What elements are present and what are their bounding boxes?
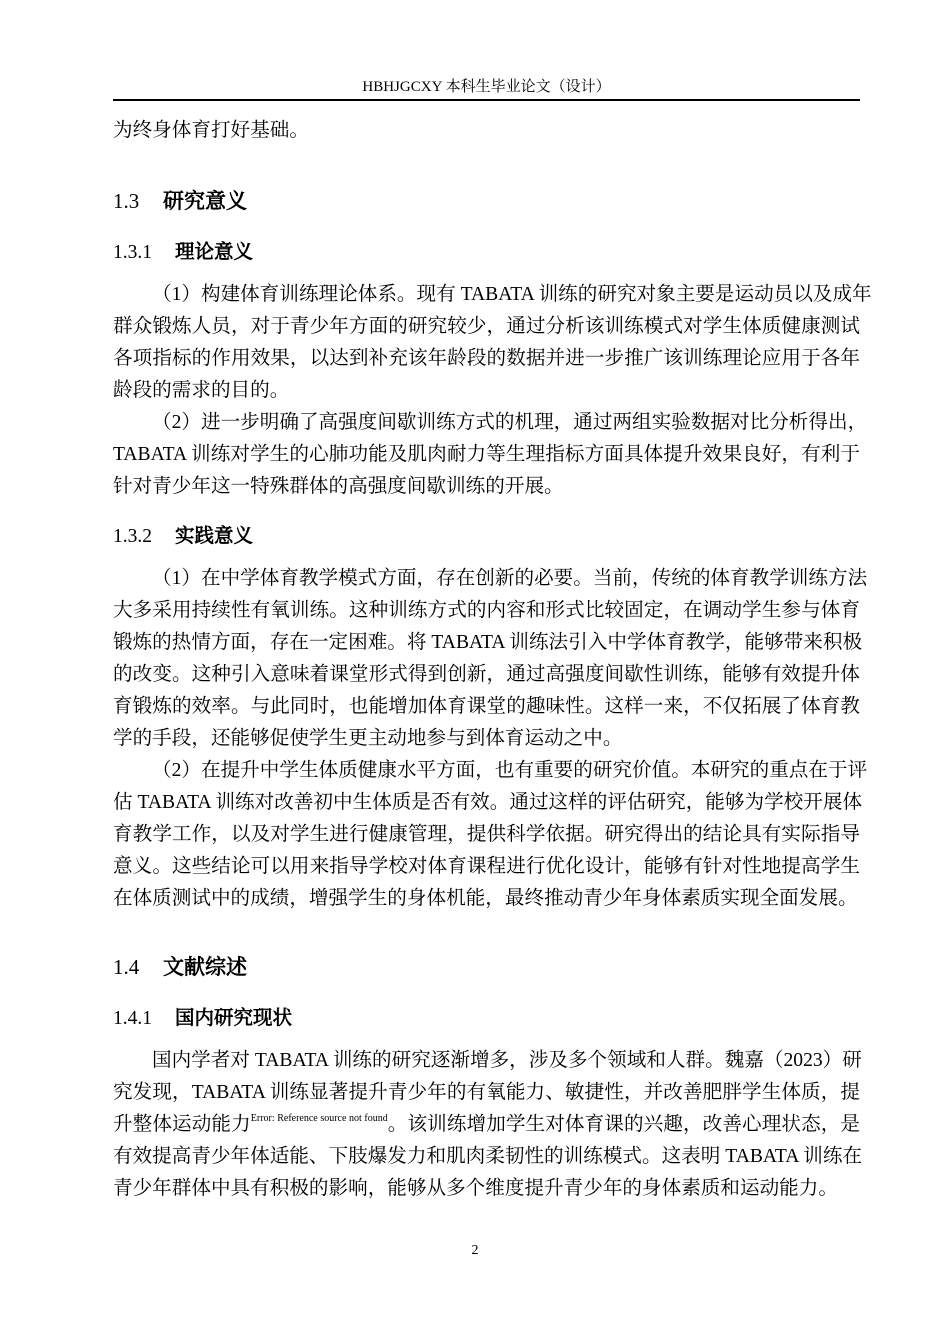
paragraph-line: 为终身体育打好基础。 (113, 120, 309, 141)
paragraph-line: 学的手段，还能够促使学生更主动地参与到体育运动之中。 (113, 728, 623, 749)
paragraph-line: （1）在中学体育教学模式方面，存在创新的必要。当前，传统的体育教学训练方法 (152, 568, 868, 589)
section-number: 1.3 (113, 189, 140, 213)
paragraph-line: 的改变。这种引入意味着课堂形式得到创新，通过高强度间歇性训练，能够有效提升体 (113, 664, 860, 685)
paragraph-line: 究发现，TABATA 训练显著提升青少年的有氧能力、敏捷性，并改善肥胖学生体质，提 (113, 1082, 860, 1103)
section-title: 文献综述 (163, 955, 247, 979)
page-number: 2 (471, 1243, 479, 1258)
section-heading (113, 1004, 292, 1034)
paragraph-line: 针对青少年这一特殊群体的高强度间歇训练的开展。 (113, 476, 564, 497)
paragraph-line: 在体质测试中的成绩，增强学生的身体机能，最终推动青少年身体素质实现全面发展。 (113, 888, 858, 909)
text-run: 。该训练增加学生对体育课的兴趣，改善心理状态，是 (387, 1114, 861, 1135)
paragraph-line: 锻炼的热情方面，存在一定困难。将 TABATA 训练法引入中学体育教学，能够带来积极 (113, 632, 863, 653)
paragraph-line: 大多采用持续性有氧训练。这种训练方式的内容和形式比较固定，在调动学生参与体育 (113, 600, 860, 621)
text-run: 升整体运动能力 (113, 1114, 251, 1135)
paragraph-line: 育锻炼的效率。与此同时，也能增加体育课堂的趣味性。这样一来，不仅拓展了体育教 (113, 696, 860, 717)
section-title: 理论意义 (175, 242, 254, 263)
section-heading (113, 186, 247, 216)
reference-error-superscript: Error: Reference source not found (250, 1113, 388, 1124)
section-number: 1.4.1 (113, 1008, 152, 1029)
paragraph-line: （1）构建体育训练理论体系。现有 TABATA 训练的研究对象主要是运动员以及成年 (152, 284, 872, 305)
section-number: 1.3.2 (113, 526, 152, 547)
paragraph-line: TABATA 训练对学生的心肺功能及肌肉耐力等生理指标方面具体提升效果良好，有利于 (113, 444, 860, 465)
section-heading (113, 522, 253, 552)
section-title: 实践意义 (175, 526, 254, 547)
section-title: 国内研究现状 (175, 1008, 293, 1029)
section-heading (113, 952, 247, 982)
paragraph-line (113, 1109, 860, 1141)
paragraph-line: 国内学者对 TABATA 训练的研究逐渐增多，涉及多个领域和人群。魏嘉（2023）研 (152, 1050, 862, 1071)
header-divider (113, 99, 860, 101)
paragraph-line: 龄段的需求的目的。 (113, 380, 290, 401)
paragraph-line: 意义。这些结论可以用来指导学校对体育课程进行优化设计，能够有针对性地提高学生 (113, 856, 860, 877)
section-number: 1.4 (113, 955, 140, 979)
running-header: HBHJGCXY 本科生毕业论文（设计） (362, 79, 611, 95)
paragraph-line: （2）在提升中学生体质健康水平方面，也有重要的研究价值。本研究的重点在于评 (152, 760, 868, 781)
paragraph-line: 群众锻炼人员，对于青少年方面的研究较少，通过分析该训练模式对学生体质健康测试 (113, 316, 860, 337)
paragraph-line: （2）进一步明确了高强度间歇训练方式的机理，通过两组实验数据对比分析得出， (152, 412, 868, 433)
paragraph-line: 有效提高青少年体适能、下肢爆发力和肌肉柔韧性的训练模式。这表明 TABATA 训练在 (113, 1146, 863, 1167)
paragraph-line: 估 TABATA 训练对改善初中生体质是否有效。通过这样的评估研究，能够为学校开展体 (113, 792, 863, 813)
section-number: 1.3.1 (113, 242, 152, 263)
section-heading (113, 238, 253, 268)
section-title: 研究意义 (163, 189, 247, 213)
paragraph-line: 各项指标的作用效果，以达到补充该年龄段的数据并进一步推广该训练理论应用于各年 (113, 348, 860, 369)
paragraph-line: 育教学工作，以及对学生进行健康管理，提供科学依据。研究得出的结论具有实际指导 (113, 824, 860, 845)
paragraph-line: 青少年群体中具有积极的影响，能够从多个维度提升青少年的身体素质和运动能力。 (113, 1178, 838, 1199)
